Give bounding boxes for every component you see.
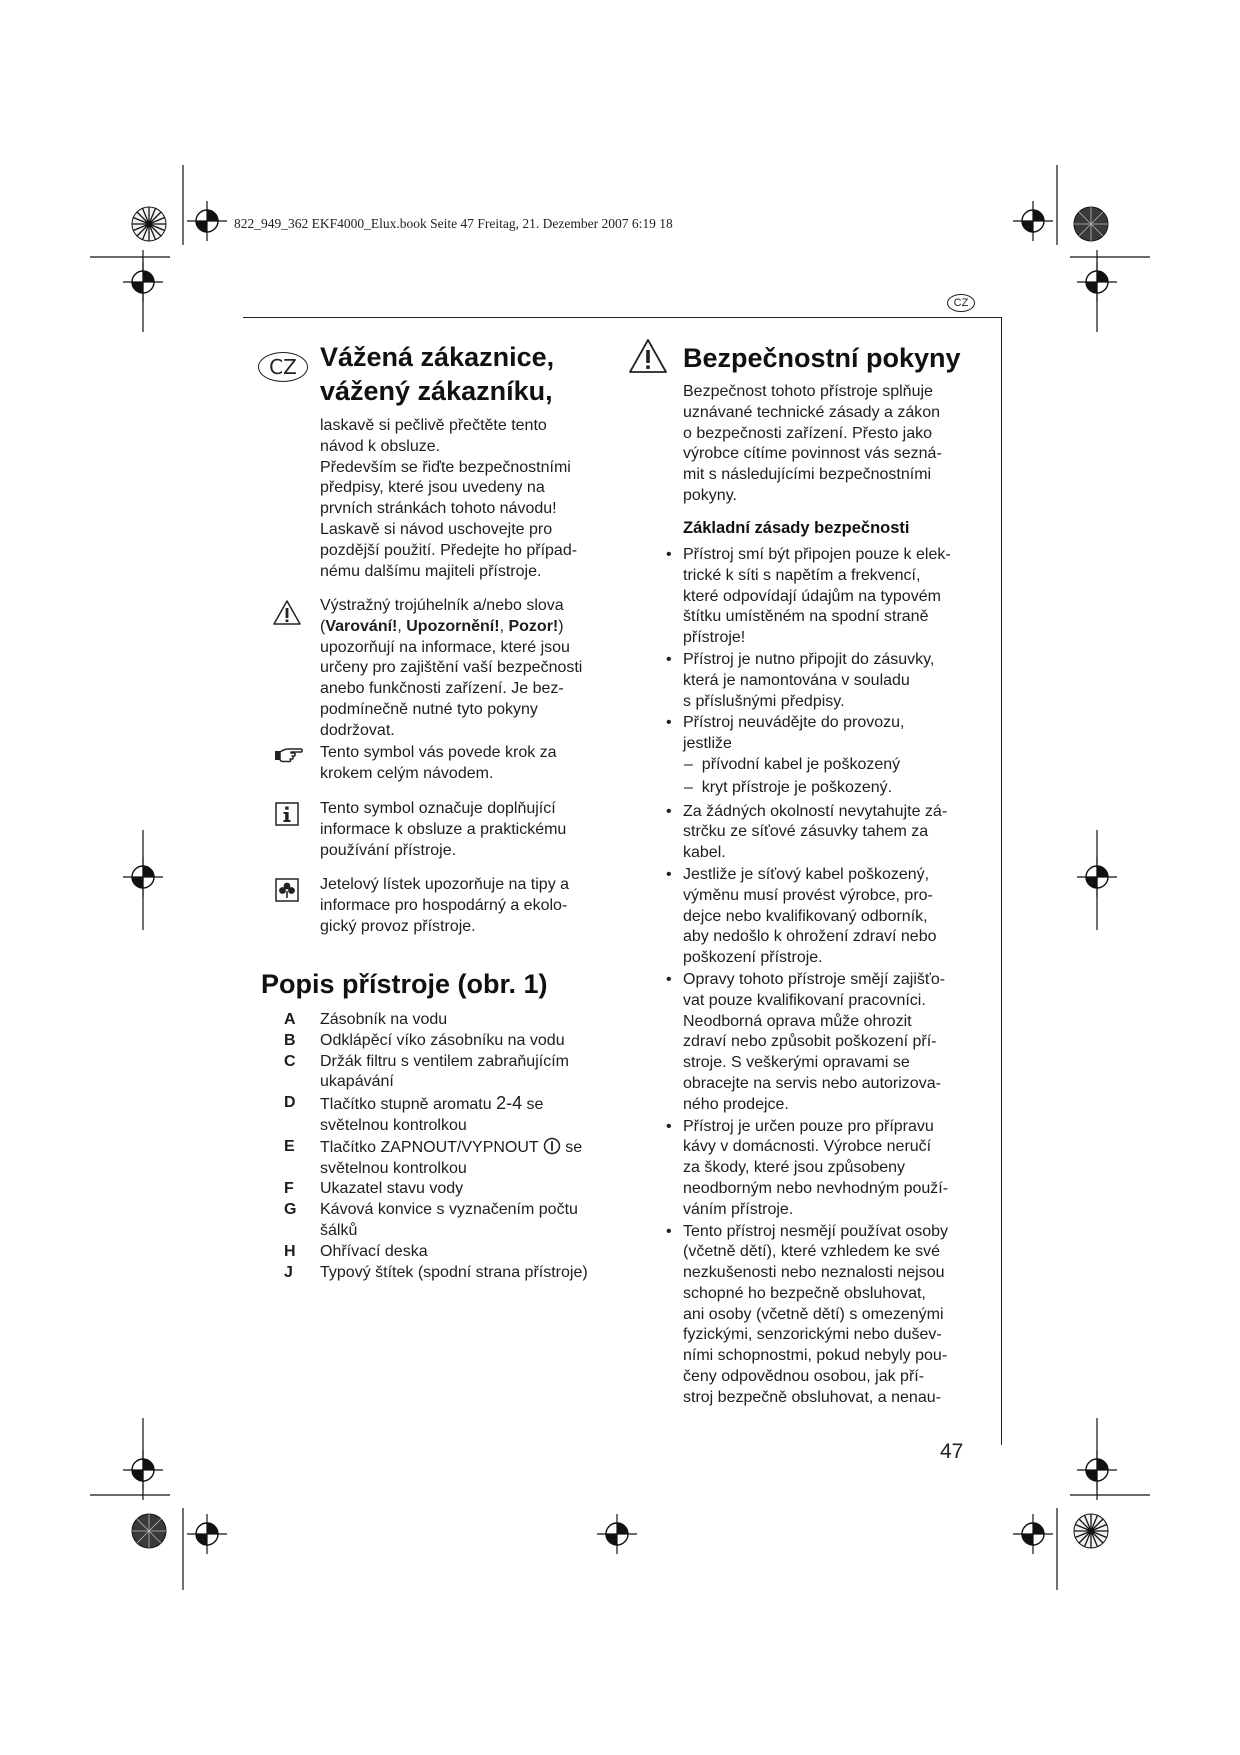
text-line: Přístroj neuvádějte do provozu, — [683, 714, 905, 732]
part-letter: G — [284, 1201, 297, 1219]
text-line: Výstražný trojúhelník a/nebo slova — [320, 597, 564, 614]
text-line: s příslušnými předpisy. — [683, 692, 845, 710]
text-line: informace k obsluze a praktickému — [320, 820, 567, 838]
paren: ) — [558, 617, 564, 635]
text-line: Ohřívací deska — [320, 1242, 428, 1260]
text-line: strčku ze síťové zásuvky tahem za — [683, 823, 929, 841]
text-line: poškození přístroje. — [683, 949, 823, 967]
part-letter: H — [284, 1242, 296, 1260]
text-line: Tento symbol označuje doplňující — [320, 800, 556, 817]
text-line: (včetně dětí), které vzhledem ke své — [683, 1243, 940, 1261]
dash: – — [684, 778, 693, 796]
text-line: Držák filtru s ventilem zabraňujícím — [320, 1052, 569, 1070]
text-line: fyzickými, senzorickými nebo dušev- — [683, 1326, 942, 1344]
text-line: návod k obsluze. — [320, 437, 441, 455]
bullet-dot: • — [666, 650, 672, 668]
part-letter: J — [284, 1263, 293, 1281]
text-fragment: Tlačítko stupně aromatu — [320, 1096, 497, 1114]
text-line: Jetelový lístek upozorňuje na tipy a — [320, 876, 570, 893]
text-line: Opravy tohoto přístroje smějí zajišťo- — [683, 970, 946, 988]
text-line: obracejte na servis nebo autorizova- — [683, 1074, 941, 1092]
text-line: Především se řiďte bezpečnostními — [320, 458, 571, 476]
dash-text: kryt přístroje je poškozený. — [701, 778, 893, 796]
text-line: určeny pro zajištění vaší bezpečnosti — [320, 659, 583, 677]
text-line: informace pro hospodárný a ekolo- — [320, 896, 568, 914]
text-line: používání přístroje. — [320, 841, 457, 859]
text-line: mit s následujícími bezpečnostními — [683, 466, 932, 484]
intro-heading-line: vážený zákazníku, — [320, 376, 553, 406]
page-number: 47 — [940, 1440, 964, 1463]
text-line: ani osoby (včetně dětí) s omezenými — [683, 1305, 944, 1323]
text-line: Přístroj je nutno připojit do zásuvky, — [683, 650, 935, 668]
text-line: Přístroj je určen pouze pro přípravu — [683, 1117, 934, 1135]
text-line: výrobce cítíme povinnost vás sezná- — [683, 445, 942, 463]
warning-word: Varování! — [325, 617, 398, 635]
text-line: ními schopnostmi, pokud nebyly pou- — [683, 1347, 948, 1365]
text-line: anebo funkčnosti zařízení. Je bez- — [320, 680, 564, 698]
separator: , — [499, 617, 509, 635]
text-line: nezkušenosti nebo neznalosti nejsou — [683, 1264, 945, 1282]
text-line: světelnou kontrolkou — [320, 1159, 467, 1177]
text-line: Bezpečnost tohoto přístroje splňuje — [683, 383, 933, 400]
text-line: Kávová konvice s vyznačením počtu — [320, 1201, 578, 1219]
text-line: Přístroj smí být připojen pouze k elek- — [683, 546, 951, 563]
text-line: dejce nebo kvalifikovaný odborník, — [683, 907, 928, 925]
text-line: stroje. S veškerými opravami se — [683, 1054, 910, 1072]
text-line: stroj bezpečně obsluhovat, a nenau- — [683, 1388, 941, 1406]
language-badge-section-label: CZ — [269, 355, 297, 379]
text-line: štítku umístěném na spodní straně — [683, 608, 929, 626]
text-line: aby nedošlo k ohrožení zdraví nebo — [683, 928, 937, 946]
text-line: krokem celým návodem. — [320, 764, 494, 782]
text-line: Ukazatel stavu vody — [320, 1180, 464, 1198]
part-letter: C — [284, 1052, 296, 1070]
text-line: kabel. — [683, 844, 726, 862]
text-line: za škody, které jsou způsobeny — [683, 1159, 906, 1177]
bullet-dot: • — [666, 1117, 672, 1135]
text-line: ného prodejce. — [683, 1095, 789, 1113]
text-line: vat pouze kvalifikovaní pracovníci. — [683, 991, 926, 1009]
text-line: prvních stránkách tohoto návodu! — [320, 500, 557, 518]
text-line: ukapávání — [320, 1073, 394, 1091]
text-line: zdraví nebo způsobit poškození pří- — [683, 1033, 937, 1051]
text-line: dodržovat. — [320, 721, 395, 739]
text-line: o bezpečnosti zařízení. Přesto jako — [683, 424, 933, 442]
text-line: přístroje! — [683, 629, 746, 647]
text-line: Tento přístroj nesmějí používat osoby — [683, 1222, 949, 1240]
text-line: jestliže — [683, 735, 732, 753]
bullet-dot: • — [666, 865, 672, 883]
paren: ( — [320, 617, 326, 635]
text-line: laskavě si pečlivě přečtěte tento — [320, 417, 547, 434]
text-line: pozdější použití. Předejte ho případ- — [320, 541, 578, 559]
text-line: neodborným nebo nevhodným použí- — [683, 1179, 949, 1197]
text-line: světelnou kontrolkou — [320, 1116, 467, 1134]
text-line: čeny odpovědnou osobou, jak pří- — [683, 1368, 925, 1386]
text-line: kávy v domácnosti. Výrobce neručí — [683, 1138, 932, 1156]
text-line: předpisy, které jsou uvedeny na — [320, 479, 545, 497]
aroma-range: 2-4 — [496, 1093, 523, 1114]
dash-text: přívodní kabel je poškozený — [701, 755, 901, 773]
bullet-dot: • — [666, 714, 672, 732]
text-line: Neodborná oprava může ohrozit — [683, 1012, 912, 1030]
text-fragment: se — [522, 1096, 544, 1114]
language-badge-top-label: CZ — [953, 297, 969, 309]
part-letter: D — [284, 1094, 296, 1112]
print-header: 822_949_362 EKF4000_Elux.book Seite 47 Freitag, 21. Dezember 2007 6:19 18 — [234, 216, 673, 231]
text-line: schopné ho bezpečně obsluhovat, — [683, 1284, 926, 1302]
warning-word: Upozornění! — [406, 617, 500, 635]
text-line: váním přístroje. — [683, 1200, 794, 1218]
text-line: Zásobník na vodu — [320, 1011, 448, 1028]
text-line: Typový štítek (spodní strana přístroje) — [320, 1263, 588, 1281]
bullet-dot: • — [666, 546, 672, 563]
text-line: která je namontována v souladu — [683, 671, 910, 689]
bullet-dot: • — [666, 1222, 672, 1240]
dash: – — [684, 755, 693, 773]
text-line: které odpovídají údajům na typovém — [683, 587, 941, 605]
text-line: Jestliže je síťový kabel poškozený, — [683, 865, 930, 883]
text-line: výměnu musí provést výrobce, pro- — [683, 886, 933, 904]
text-line: nému dalšímu majiteli přístroje. — [320, 562, 542, 580]
part-letter: F — [284, 1180, 294, 1198]
warning-word: Pozor! — [508, 617, 559, 635]
part-letter: E — [284, 1137, 295, 1155]
text-line: upozorňují na informace, které jsou — [320, 638, 570, 656]
part-letter: B — [284, 1031, 296, 1049]
text-line: Za žádných okolností nevytahujte zá- — [683, 802, 948, 820]
text-line: podmínečně nutné tyto pokyny — [320, 700, 538, 718]
text-line: pokyny. — [683, 486, 737, 504]
text-line: šálků — [320, 1221, 358, 1239]
text-line: trické k síti s napětím a frekvencí, — [683, 566, 921, 584]
text-fragment: Tlačítko ZAPNOUT/VYPNOUT — [320, 1138, 543, 1156]
bullet-dot: • — [666, 802, 672, 820]
intro-heading-line: Vážená zákaznice, — [320, 342, 555, 372]
text-line: gický provoz přístroje. — [320, 917, 476, 935]
safety-heading: Bezpečnostní pokyny — [683, 343, 961, 373]
text-line: Odklápěcí víko zásobníku na vodu — [320, 1031, 565, 1049]
text-line: Laskavě si návod uschovejte pro — [320, 520, 553, 538]
text-line: uznávané technické zásady a zákon — [683, 403, 941, 421]
device-heading: Popis přístroje (obr. 1) — [261, 969, 548, 999]
separator: , — [397, 617, 407, 635]
part-letter: A — [284, 1011, 296, 1028]
text-fragment: se — [560, 1138, 583, 1156]
safety-subheading: Základní zásady bezpečnosti — [683, 518, 910, 537]
bullet-dot: • — [666, 970, 672, 988]
text-line: Tento symbol vás povede krok za — [320, 744, 557, 761]
